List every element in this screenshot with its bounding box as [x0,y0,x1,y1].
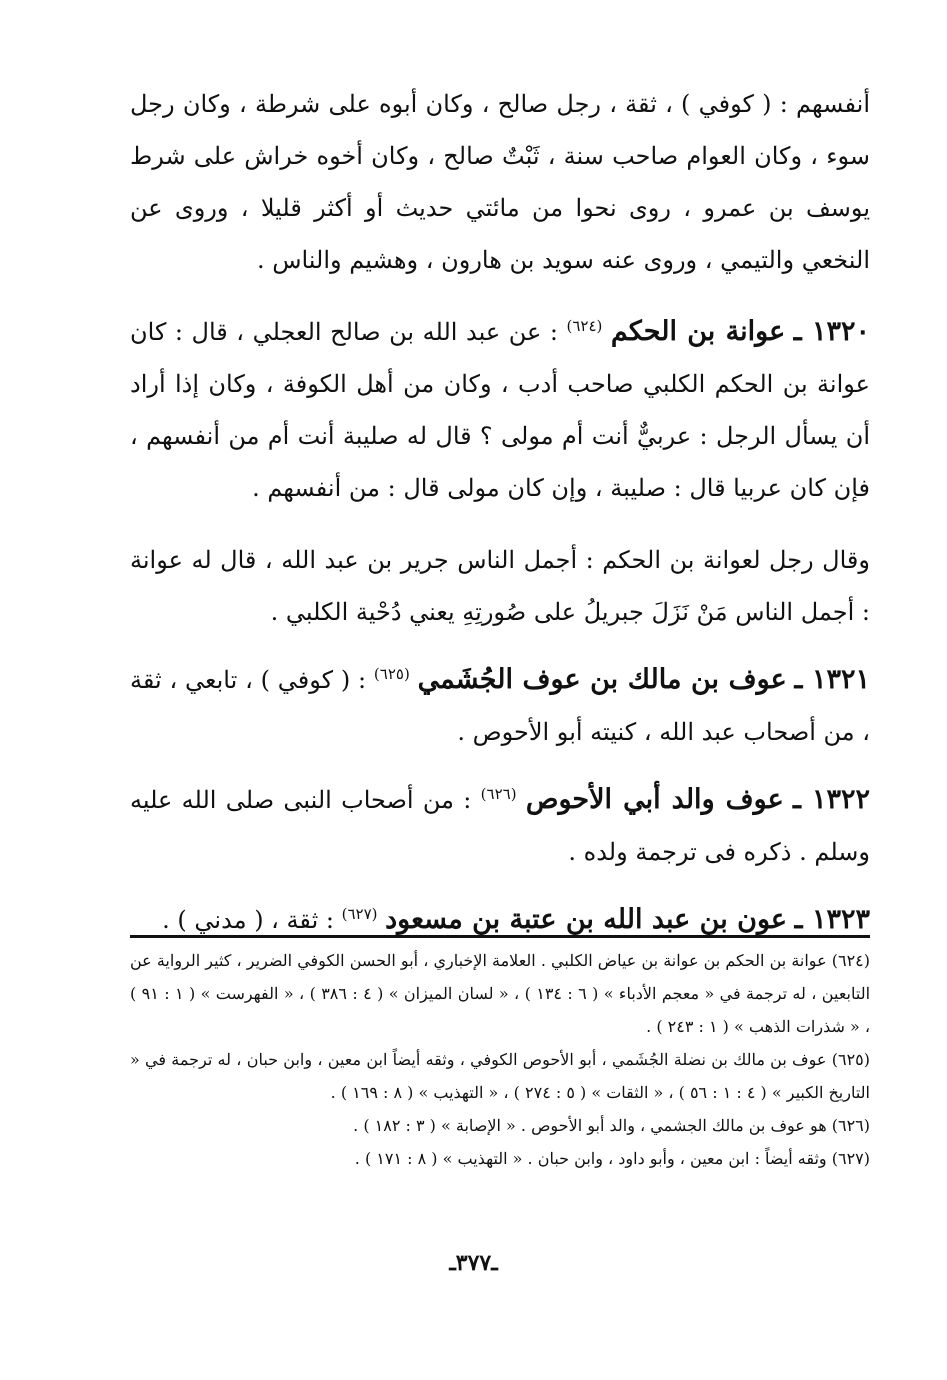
entry-1322 [130,774,870,878]
footnotes [130,944,870,1175]
entry-number: ١٣٢٣ ـ [794,904,870,935]
footnote-627: (٦٢٧) وثقه أيضاً : ابن معين ، وأبو داود ، وابن حبان . « التهذيب » ( ٨ : ١٧١ ) . [354,1149,870,1168]
paragraph-awana-anecdote: وقال رجل لعوانة بن الحكم : أجمل الناس جرير بن عبد الله ، قال له عوانة : أجمل الناس مَنْ نَزَلَ جبريلُ على صُورتِهِ يعني دُحْية الكلبي . [130,546,870,626]
footnote-624: (٦٢٤) عوانة بن الحكم بن عوانة بن عياض الكلبي . العلامة الإخباري ، أبو الحسن الكوفي الضرير ، كثير الرواية عن التابعين ، له ترجمة في « معجم الأدباء » ( ٦ : ١٣٤ ) ، « لسان الميزان » ( ٤ : ٣٨٦ ) ، « الفهرست » ( ١ : ٩١ ) ، « شذرات الذهب » ( ١ : ٢٤٣ ) . [130,951,871,1036]
entry-1320 [130,306,870,514]
entry-number: ١٣٢٢ ـ [793,784,870,815]
entry-number: ١٣٢٠ ـ [793,316,870,347]
page-number: ـ٣٧٧ـ [449,1250,498,1276]
entry-text: : ( كوفي ) ، تابعي ، ثقة ، من أصحاب عبد الله ، كنيته أبو الأحوص . [130,666,870,746]
footnote-ref: (٦٢٥) [373,665,410,683]
footnote-626: (٦٢٦) هو عوف بن مالك الجشمي ، والد أبو الأحوص . « الإصابة » ( ٣ : ١٨٢ ) . [353,1116,870,1135]
paragraph-continuation: أنفسهم : ( كوفي ) ، ثقة ، رجل صالح ، وكان أبوه على شرطة ، وكان رجل سوء ، وكان العوام صاحب سنة ، ثَبْتٌ صالح ، وكان أخوه خراش على شرط يوسف بن عمرو ، روى نحوا من مائتي حديث أو أكثر قليلا ، وروى عن النخعي والتيمي ، وروى عنه سويد بن هارون ، وهشيم والناس . [130,90,871,274]
footnote-ref: (٦٢٧) [341,905,378,923]
entry-name: عوف بن مالك بن عوف الجُشَمي [417,664,787,695]
entry-text: : من أصحاب النبى صلى الله عليه وسلم . ذكره فى ترجمة ولده . [130,786,870,866]
main-text [130,78,870,946]
entry-1321 [130,654,870,758]
footnote-divider [130,935,870,938]
entry-text: : عن عبد الله بن صالح العجلي ، قال : كان عوانة بن الحكم الكلبي صاحب أدب ، وكان من أهل الكوفة ، وكان إذا أراد أن يسأل الرجل : عربيٌّ أنت أم مولى ؟ قال له صليبة أنت أم من أنفسهم ، فإن كان عربيا قال : صليبة ، وإن كان مولى قال : من أنفسهم . [130,318,870,502]
entry-name: عوانة بن الحكم [610,316,786,347]
footnote-ref: (٦٢٦) [480,785,517,803]
entry-text: : ثقة ، ( مدني ) . [162,906,334,934]
entry-name: عون بن عبد الله بن عتبة بن مسعود [385,904,788,935]
entry-number: ١٣٢١ ـ [794,664,870,695]
entry-1323 [130,894,870,946]
footnote-625: (٦٢٥) عوف بن مالك بن نضلة الجُشَمي ، أبو الأحوص الكوفي ، وثقه أيضاً ابن معين ، وابن حبان ، له ترجمة في « التاريخ الكبير » ( ٤ : ١ : ٥٦ ) ، « الثقات » ( ٥ : ٢٧٤ ) ، « التهذيب » ( ٨ : ١٦٩ ) . [130,1050,870,1102]
entry-name: عوف والد أبي الأحوص [525,784,784,815]
footnote-ref: (٦٢٤) [566,317,603,335]
